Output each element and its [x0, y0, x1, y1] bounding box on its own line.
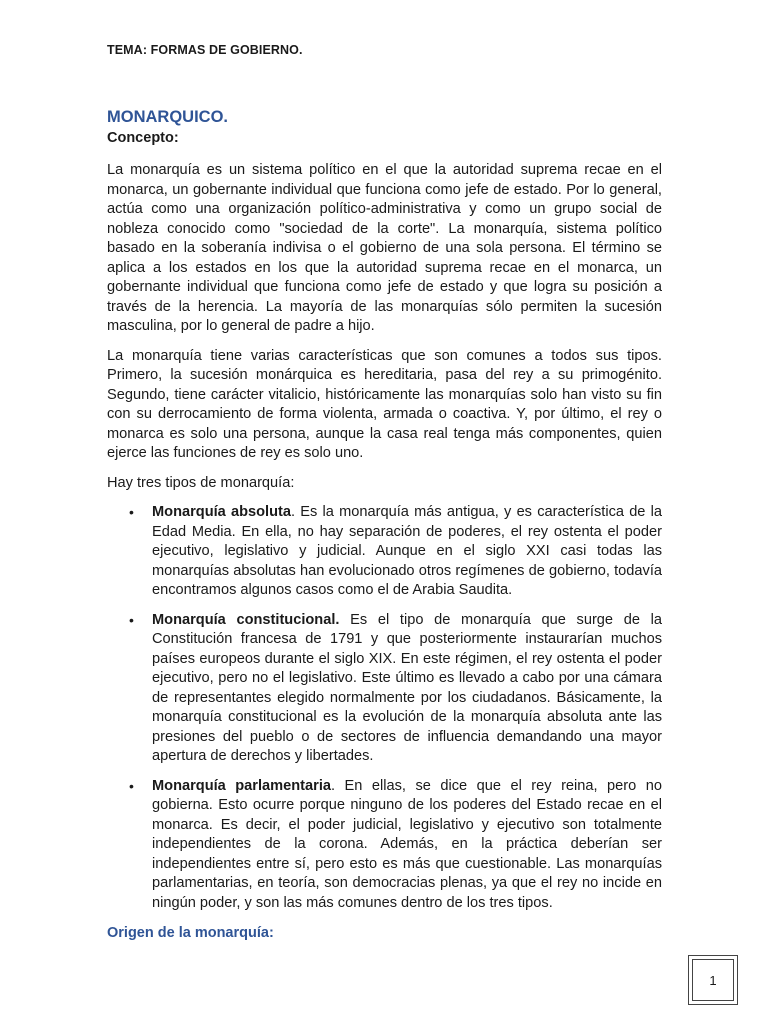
type-description: . En ellas, se dice que el rey reina, pero no gobierna. Esto ocurre porque ninguno de los poderes del Estado recae en el monarca. Es decir, el poder judicial, legislativo y ejecutivo son totalmente independientes de la corona. Además, en la práctica deberían ser independientes entre sí, pero esto es más que cuestionable. Las monarquías parlamentarias, en teoría, son democracias plenas, ya que el rey no incide en ningún poder, y son las más comunes dentro de los tres tipos.: [152, 777, 662, 911]
list-item: [107, 777, 662, 914]
monarchy-types-list: [107, 503, 662, 913]
section-subtitle: Concepto:: [107, 130, 179, 146]
list-item: [107, 503, 662, 601]
page-number-box: [688, 955, 738, 1005]
paragraph-concept: La monarquía es un sistema político en el que la autoridad suprema recae en el monarca, un gobernante individual que funciona como jefe de estado. Por lo general, actúa como una organización político-administrativa y como un grupo social de nobleza conocido como "sociedad de la corte". La monarquía, sistema político basado en la soberanía indivisa o el gobierno de una sola persona. El término se aplica a los estados en los que la autoridad suprema recae en el monarca, un gobernante individual que funciona como jefe de estado y que logra su posición a través de la herencia. La mayoría de las monarquías sólo permiten la sucesión masculina, por lo general de padre a hijo.: [107, 162, 662, 334]
page-number: 1: [692, 959, 734, 1001]
header-topic: TEMA: FORMAS DE GOBIERNO.: [107, 43, 303, 57]
paragraph-characteristics: La monarquía tiene varias características que son comunes a todos sus tipos. Primero, la sucesión monárquica es hereditaria, pasa del rey a su primogénito. Segundo, tiene carácter vitalicio, históricamente las monarquías solo han visto su fin con su derrocamiento de forma violenta, armada o coactiva. Y, por último, el rey o monarca es solo una persona, aunque la casa real tenga más componentes, quien ejerce las funciones de rey es solo uno.: [107, 347, 662, 461]
section-title: MONARQUICO.: [107, 108, 228, 126]
type-name: Monarquía constitucional.: [152, 611, 340, 628]
document-body: [107, 106, 662, 943]
type-description: Es el tipo de monarquía que surge de la Constitución francesa de 1791 y que posteriormente instaurarían muchos países europeos durante el siglo XIX. En este régimen, el rey ostenta el poder ejecutivo, pero no el legislativo. Este último es llevado a cabo por una cámara de representantes elegido normalmente por los ciudadanos. Básicamente, la monarquía constitucional es la evolución de la monarquía absoluta ante las presiones del pueblo o de sectores de influencia demandando una mayor apertura de derechos y libertades.: [152, 611, 663, 764]
type-name: Monarquía absoluta: [152, 504, 292, 520]
type-description: . Es la monarquía más antigua, y es característica de la Edad Media. En ella, no hay separación de poderes, el rey ostenta el poder ejecutivo, legislativo y judicial. Aunque en el siglo XXI casi todas las monarquías absolutas han evolucionado otros regímenes de gobierno, todavía encontramos algunos casos como el de Arabia Saudita.: [152, 504, 663, 598]
bullet-icon: •: [129, 777, 134, 794]
bullet-icon: •: [129, 504, 134, 520]
bullet-icon: •: [129, 611, 134, 628]
list-item: [107, 611, 662, 767]
type-name: Monarquía parlamentaria: [152, 777, 331, 794]
paragraph-types-intro: Hay tres tipos de monarquía:: [107, 474, 295, 491]
next-section-heading: Origen de la monarquía:: [107, 925, 274, 941]
